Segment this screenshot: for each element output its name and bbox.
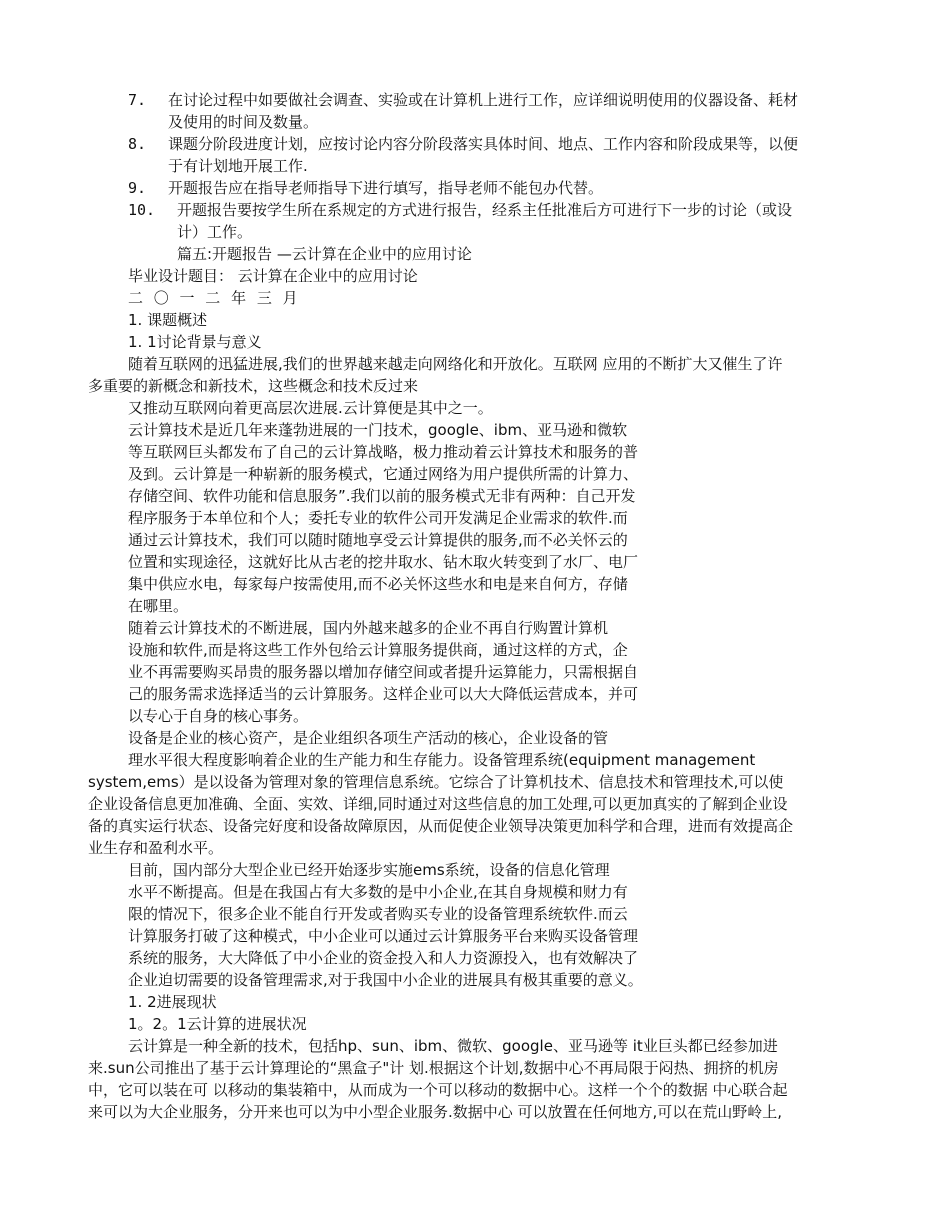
paragraph-line: 系统的服务，大大降低了中小企业的资金投入和人力资源投入，也有效解决了 bbox=[128, 949, 639, 967]
thesis-title: 毕业设计题目： 云计算在企业中的应用讨论 bbox=[128, 267, 418, 285]
list-text: 开题报告应在指导老师指导下进行填写，指导老师不能包办代替。 bbox=[168, 179, 604, 197]
heading-1-2-1: 1。2。1云计算的进展状况 bbox=[128, 1015, 307, 1033]
paragraph-line: 随着云计算技术的不断进展，国内外越来越多的企业不再自行购置计算机 bbox=[128, 619, 609, 637]
paragraph-line: 理水平很大程度影响着企业的生产能力和生存能力。设备管理系统(equipment management bbox=[128, 751, 756, 769]
list-number: 9. bbox=[128, 179, 147, 197]
list-text: 在讨论过程中如要做社会调查、实验或在计算机上进行工作，应详细说明使用的仪器设备、耗材 bbox=[168, 91, 799, 109]
list-item-9 bbox=[128, 177, 603, 199]
list-item-10 bbox=[128, 199, 792, 221]
paragraph-line: 中，它可以装在可 以移动的集装箱中，从而成为一个可以移动的数据中心。这样一个个的数据 中心联合起 bbox=[88, 1081, 788, 1099]
paragraph-line: 集中供应水电，每家每户按需使用,而不必关怀这些水和电是来自何方，存储 bbox=[128, 575, 628, 593]
list-item-8-cont: 于有计划地开展工作. bbox=[168, 157, 308, 175]
paragraph-line: 设施和软件,而是将这些工作外包给云计算服务提供商，通过这样的方式，企 bbox=[128, 641, 628, 659]
list-number: 7. bbox=[128, 91, 147, 109]
paragraph-line: 业生存和盈利水平。 bbox=[88, 839, 224, 857]
paragraph-line: 云计算技术是近几年来蓬勃进展的一门技术，google、ibm、亚马逊和微软 bbox=[128, 421, 628, 439]
paragraph-line: 备的真实运行状态、设备完好度和设备故障原因，从而促使企业领导决策更加科学和合理，进而有效提高企 bbox=[88, 817, 794, 835]
paragraph-line: 企业设备信息更加准确、全面、实效、详细,同时通过对这些信息的加工处理,可以更加真实的了解到企业设 bbox=[88, 795, 788, 813]
paragraph-line: 云计算是一种全新的技术，包括hp、sun、ibm、微软、google、亚马逊等 it业巨头都已经参加进 bbox=[128, 1037, 778, 1055]
section-title: 篇五:开题报告 —云计算在企业中的应用讨论 bbox=[177, 245, 472, 263]
paragraph-line: 及到。云计算是一种崭新的服务模式，它通过网络为用户提供所需的计算力、 bbox=[128, 465, 639, 483]
heading-1-1: 1. 1讨论背景与意义 bbox=[128, 333, 262, 351]
heading-1: 1. 课题概述 bbox=[128, 311, 208, 329]
paragraph-line: 水平不断提高。但是在我国占有大多数的是中小企业,在其自身规模和财力有 bbox=[128, 883, 628, 901]
paragraph-line: 计算服务打破了这种模式，中小企业可以通过云计算服务平台来购买设备管理 bbox=[128, 927, 639, 945]
paragraph-line: 通过云计算技术，我们可以随时随地享受云计算提供的服务,而不必关怀云的 bbox=[128, 531, 628, 549]
paragraph-line: 程序服务于本单位和个人；委托专业的软件公司开发满足企业需求的软件.而 bbox=[128, 509, 628, 527]
list-item-8 bbox=[128, 133, 798, 155]
paragraph-line: 随着互联网的迅猛进展,我们的世界越来越走向网络化和开放化。互联网 应用的不断扩大又催生了许 bbox=[128, 355, 783, 373]
list-item-7-cont: 及使用的时间及数量。 bbox=[168, 113, 319, 131]
paragraph-line: 来.sun公司推出了基于云计算理论的“黑盒子"计 划.根据这个计划,数据中心不再局限于闷热、拥挤的机房 bbox=[88, 1059, 779, 1077]
date-line: 二 〇 一 二 年 三 月 bbox=[128, 289, 301, 307]
list-number: 8. bbox=[128, 135, 147, 153]
paragraph-line: 来可以为大企业服务，分开来也可以为中小型企业服务.数据中心 可以放置在任何地方,可以在荒山野岭上, bbox=[88, 1103, 783, 1121]
paragraph-line: 在哪里。 bbox=[128, 597, 189, 615]
list-item-7 bbox=[128, 89, 798, 111]
paragraph-line: system,ems）是以设备为管理对象的管理信息系统。它综合了计算机技术、信息技术和管理技术,可以使 bbox=[88, 773, 784, 791]
paragraph-line: 位置和实现途径，这就好比从古老的挖井取水、钻木取火转变到了水厂、电厂 bbox=[128, 553, 639, 571]
paragraph-line: 以专心于自身的核心事务。 bbox=[128, 707, 309, 725]
paragraph-line: 又推动互联网向着更高层次进展.云计算便是其中之一。 bbox=[128, 399, 493, 417]
paragraph-line: 目前，国内部分大型企业已经开始逐步实施ems系统，设备的信息化管理 bbox=[128, 861, 610, 879]
paragraph-line: 企业迫切需要的设备管理需求,对于我国中小企业的进展具有极其重要的意义。 bbox=[128, 971, 643, 989]
heading-1-2: 1. 2进展现状 bbox=[128, 993, 217, 1011]
paragraph-line: 设备是企业的核心资产，是企业组织各项生产活动的核心，企业设备的管 bbox=[128, 729, 609, 747]
list-item-10-cont: 计）工作。 bbox=[177, 223, 253, 241]
paragraph-line: 限的情况下，很多企业不能自行开发或者购买专业的设备管理系统软件.而云 bbox=[128, 905, 628, 923]
paragraph-line: 业不再需要购买昂贵的服务器以增加存储空间或者提升运算能力，只需根据自 bbox=[128, 663, 639, 681]
list-number: 10. bbox=[128, 201, 156, 219]
paragraph-line: 己的服务需求选择适当的云计算服务。这样企业可以大大降低运营成本，并可 bbox=[128, 685, 639, 703]
list-text: 课题分阶段进度计划，应按讨论内容分阶段落实具体时间、地点、工作内容和阶段成果等，以便 bbox=[168, 135, 799, 153]
paragraph-line: 存储空间、软件功能和信息服务”.我们以前的服务模式无非有两种：自己开发 bbox=[128, 487, 636, 505]
paragraph-line: 多重要的新概念和新技术，这些概念和技术反过来 bbox=[88, 377, 419, 395]
paragraph-line: 等互联网巨头都发布了自己的云计算战略，极力推动着云计算技术和服务的普 bbox=[128, 443, 639, 461]
list-text: 开题报告要按学生所在系规定的方式进行报告，经系主任批准后方可进行下一步的讨论（或设 bbox=[177, 201, 793, 219]
